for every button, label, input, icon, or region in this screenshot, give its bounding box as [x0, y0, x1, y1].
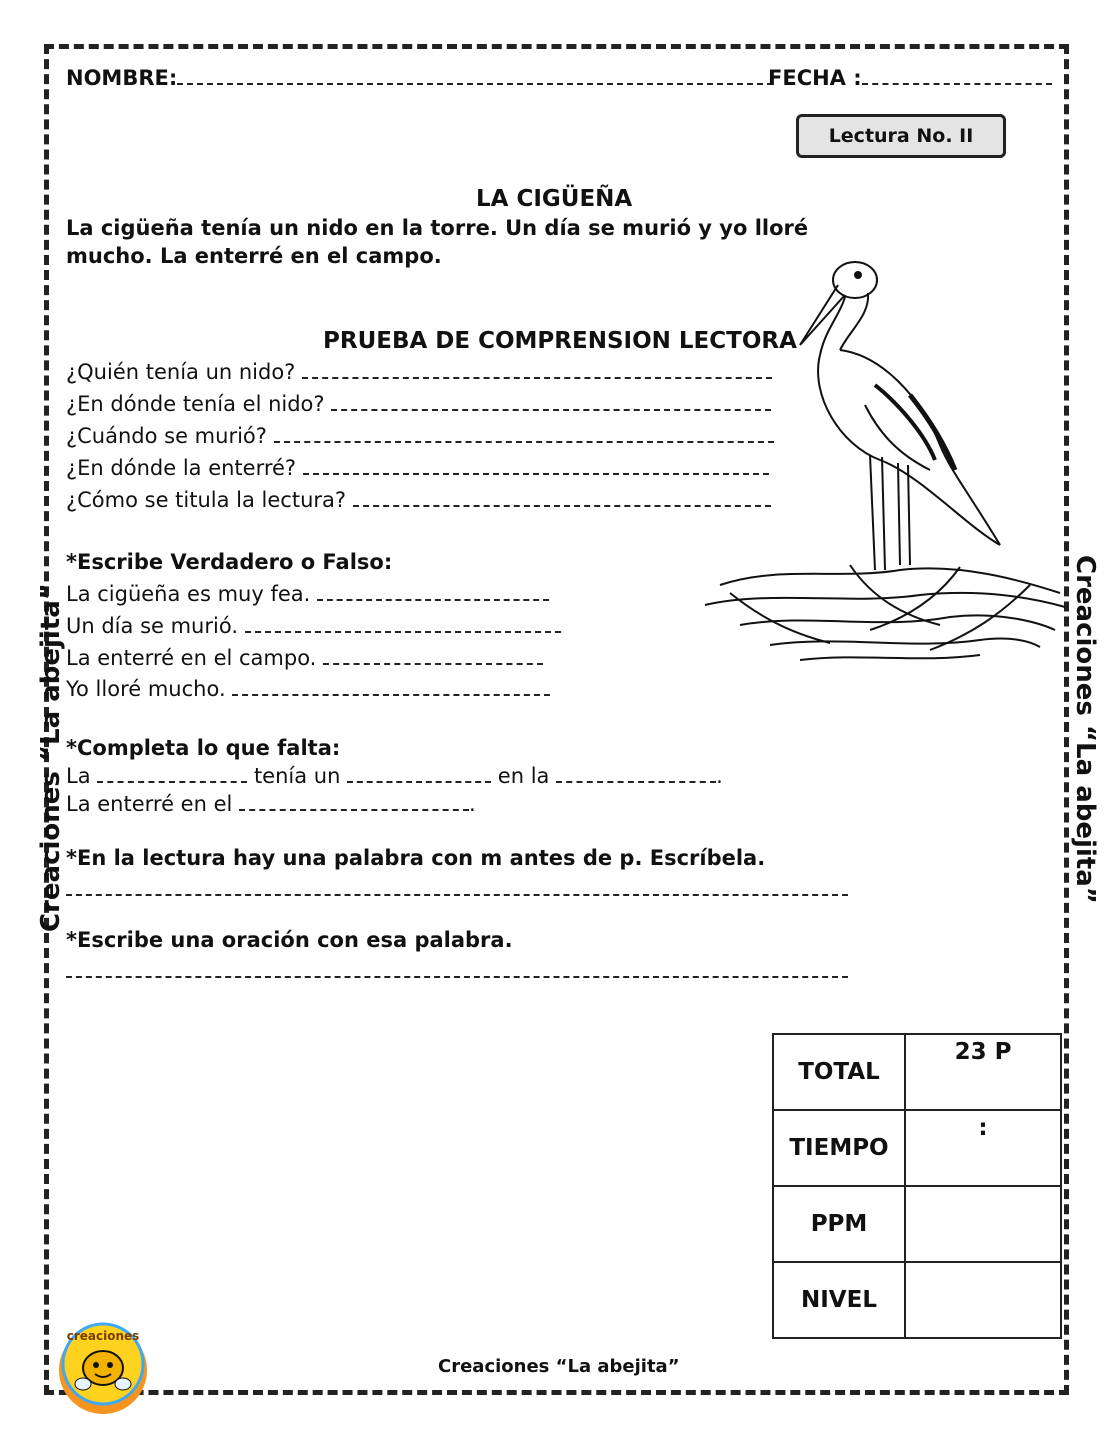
sentence-answer-line[interactable] — [66, 962, 848, 978]
date-label: FECHA : — [768, 66, 862, 90]
question-2: ¿En dónde tenía el nido? — [66, 392, 771, 416]
score-row-level — [773, 1262, 1061, 1338]
logo-text: creaciones — [66, 1329, 140, 1343]
lesson-badge: Lectura No. II — [796, 114, 1006, 158]
name-field — [66, 66, 773, 90]
date-field — [768, 66, 1052, 90]
reading-line-1: La cigüeña tenía un nido en la torre. Un día se murió y yo lloré — [66, 216, 809, 240]
tf-item-3: La enterré en el campo. — [66, 646, 543, 670]
score-label: NIVEL — [773, 1262, 905, 1338]
complete-line-1: La tenía un en la . — [66, 764, 723, 788]
blank[interactable] — [239, 795, 469, 811]
answer-line[interactable] — [232, 680, 550, 696]
blank[interactable] — [97, 767, 247, 783]
tf-item-4: Yo lloré mucho. — [66, 677, 550, 701]
score-row-ppm — [773, 1186, 1061, 1262]
true-false-heading: *Escribe Verdadero o Falso: — [66, 550, 393, 574]
complete-line-2: La enterré en el . — [66, 792, 476, 816]
score-table — [772, 1033, 1062, 1339]
name-label: NOMBRE: — [66, 66, 178, 90]
score-label: TIEMPO — [773, 1110, 905, 1186]
side-credit-left: Creaciones “La abejita” — [36, 583, 66, 932]
word-task: *En la lectura hay una palabra con m antes de p. Escríbela. — [66, 846, 766, 870]
score-label: TOTAL — [773, 1034, 905, 1110]
question-4: ¿En dónde la enterré? — [66, 456, 769, 480]
blank[interactable] — [347, 767, 491, 783]
answer-line[interactable] — [245, 617, 561, 633]
answer-line[interactable] — [317, 585, 549, 601]
date-line[interactable] — [862, 69, 1052, 85]
bee-logo-icon — [50, 1318, 156, 1414]
tf-item-1: La cigüeña es muy fea. — [66, 582, 549, 606]
score-row-time — [773, 1110, 1061, 1186]
stork-illustration — [700, 245, 1070, 675]
name-line[interactable] — [177, 69, 773, 85]
reading-title: LA CIGÜEÑA — [476, 186, 633, 212]
answer-line[interactable] — [323, 649, 543, 665]
complete-heading: *Completa lo que falta: — [66, 736, 341, 760]
score-value[interactable]: 23 P — [905, 1034, 1061, 1110]
question-1: ¿Quién tenía un nido? — [66, 360, 772, 384]
answer-line[interactable] — [274, 427, 774, 443]
question-5: ¿Cómo se titula la lectura? — [66, 488, 771, 512]
test-title: PRUEBA DE COMPRENSION LECTORA — [323, 328, 797, 354]
question-3: ¿Cuándo se murió? — [66, 424, 774, 448]
word-answer-line[interactable] — [66, 880, 848, 896]
score-row-total — [773, 1034, 1061, 1110]
blank[interactable] — [556, 767, 716, 783]
score-label: PPM — [773, 1186, 905, 1262]
score-value[interactable]: : — [905, 1110, 1061, 1186]
answer-line[interactable] — [303, 459, 769, 475]
score-value[interactable] — [905, 1186, 1061, 1262]
side-credit-right: Creaciones “La abejita” — [1070, 555, 1100, 904]
reading-line-2: mucho. La enterré en el campo. — [66, 244, 442, 268]
footer-credit: Creaciones “La abejita” — [438, 1356, 680, 1377]
sentence-task: *Escribe una oración con esa palabra. — [66, 928, 513, 952]
score-value[interactable] — [905, 1262, 1061, 1338]
tf-item-2: Un día se murió. — [66, 614, 561, 638]
